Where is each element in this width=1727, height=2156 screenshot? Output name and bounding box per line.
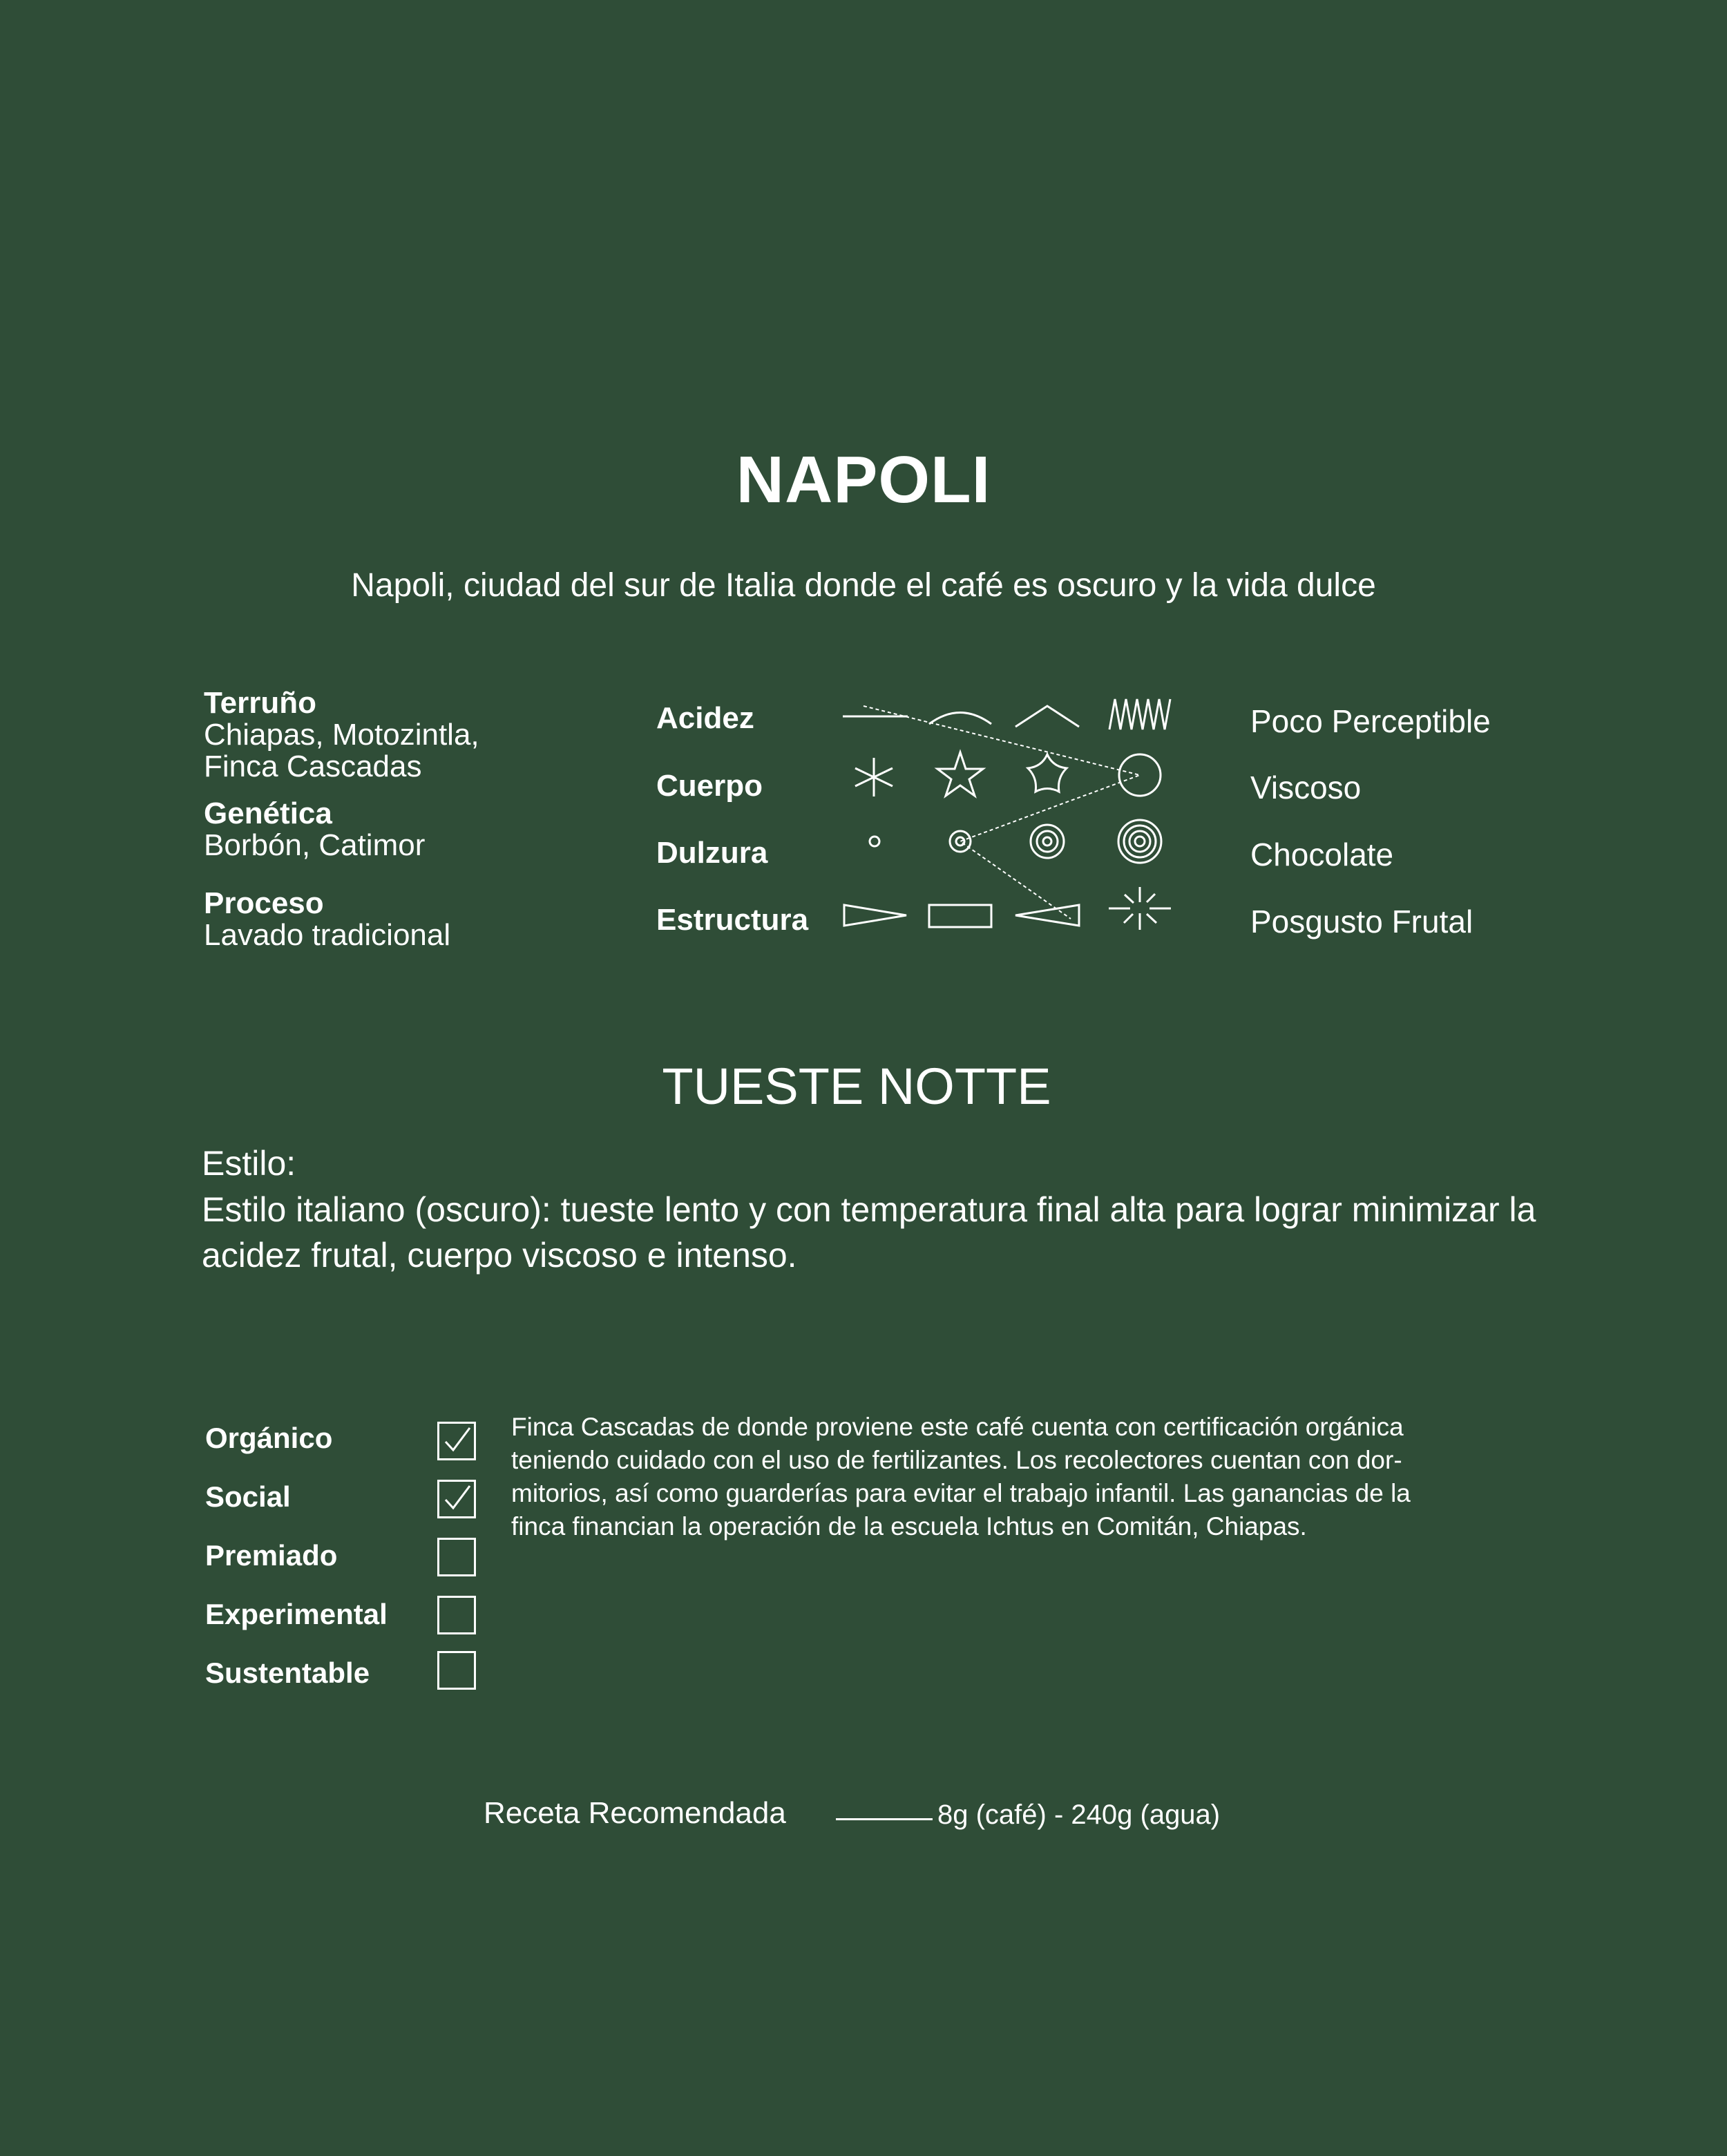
- recipe-divider: [836, 1818, 933, 1820]
- attribute-label-estructura: Estructura: [656, 903, 809, 937]
- info-value: Finca Cascadas: [204, 750, 422, 783]
- profile-connector-line: [864, 706, 1140, 919]
- dulzura-level-1-icon: [870, 837, 879, 846]
- attribute-label-acidez: Acidez: [656, 701, 754, 735]
- cuerpo-level-4-icon: [1119, 754, 1161, 796]
- info-label: Genética: [204, 796, 332, 830]
- recipe-value: 8g (café) - 240g (agua): [937, 1800, 1221, 1830]
- info-label: Terruño: [204, 686, 316, 720]
- product-subtitle: Napoli, ciudad del sur de Italia donde el café es oscuro y la vida dulce: [351, 567, 1376, 604]
- attribute-label-dulzura: Dulzura: [656, 836, 768, 870]
- acidez-level-4-icon: [1109, 699, 1170, 729]
- cert-checkbox-social[interactable]: [437, 1480, 476, 1518]
- info-value: Borbón, Catimor: [204, 828, 426, 862]
- estructura-level-3-icon: [1015, 905, 1079, 926]
- info-label: Proceso: [204, 886, 324, 920]
- acidez-level-3-icon: [1015, 706, 1079, 727]
- cuerpo-level-3-icon: [1028, 754, 1067, 792]
- attribute-label-cuerpo: Cuerpo: [656, 769, 763, 803]
- style-label: Estilo:: [202, 1144, 296, 1183]
- attribute-value-acidez: Poco Perceptible: [1250, 703, 1491, 739]
- dulzura-level-2-icon: [950, 831, 971, 852]
- cert-checkbox-premiado[interactable]: [437, 1538, 476, 1576]
- roast-title: TUESTE NOTTE: [662, 1058, 1051, 1115]
- style-description: Estilo italiano (oscuro): tueste lento y con temperatura final alta para lograr minimizar la acidez frutal, cuerpo viscoso e intenso.: [202, 1190, 1536, 1275]
- estructura-level-4-icon: [1109, 887, 1171, 930]
- cert-text-line: teniendo cuidado con el uso de fertilizantes. Los recolectores cuentan con dor-: [511, 1446, 1402, 1474]
- cert-label-sustentable: Sustentable: [205, 1657, 370, 1689]
- check-icon: [439, 1482, 474, 1516]
- attribute-value-cuerpo: Viscoso: [1250, 770, 1362, 805]
- cert-text-line: finca financian la operación de la escuela Ichtus en Comitán, Chiapas.: [511, 1512, 1307, 1540]
- attribute-value-estructura: Posgusto Frutal: [1250, 904, 1473, 939]
- cert-checkbox-experimental[interactable]: [437, 1596, 476, 1634]
- cuerpo-level-1-icon: [855, 758, 893, 796]
- attribute-value-dulzura: Chocolate: [1250, 837, 1394, 872]
- recipe-label: Receta Recomendada: [484, 1796, 786, 1830]
- cert-label-organico: Orgánico: [205, 1422, 333, 1454]
- estructura-level-1-icon: [844, 905, 906, 926]
- certification-description: [511, 1411, 1506, 1543]
- cert-text-line: mitorios, así como guarderías para evitar el trabajo infantil. Las ganancias de la: [511, 1479, 1411, 1507]
- cuerpo-level-2-icon: [937, 752, 983, 796]
- info-value: Chiapas, Motozintla,: [204, 718, 479, 752]
- product-title: NAPOLI: [736, 443, 991, 517]
- estructura-level-2-icon: [929, 905, 991, 927]
- info-value: Lavado tradicional: [204, 918, 451, 952]
- check-icon: [439, 1424, 474, 1458]
- acidez-level-2-icon: [929, 713, 991, 725]
- dulzura-level-3-icon: [1031, 825, 1064, 858]
- cert-label-premiado: Premiado: [205, 1539, 338, 1572]
- cert-text-line: Finca Cascadas de donde proviene este café cuenta con certificación orgánica: [511, 1413, 1404, 1441]
- dulzura-level-4-icon: [1118, 820, 1161, 863]
- cert-checkbox-sustentable[interactable]: [437, 1651, 476, 1690]
- cert-label-social: Social: [205, 1480, 291, 1513]
- cert-label-experimental: Experimental: [205, 1598, 388, 1630]
- cert-checkbox-organico[interactable]: [437, 1422, 476, 1460]
